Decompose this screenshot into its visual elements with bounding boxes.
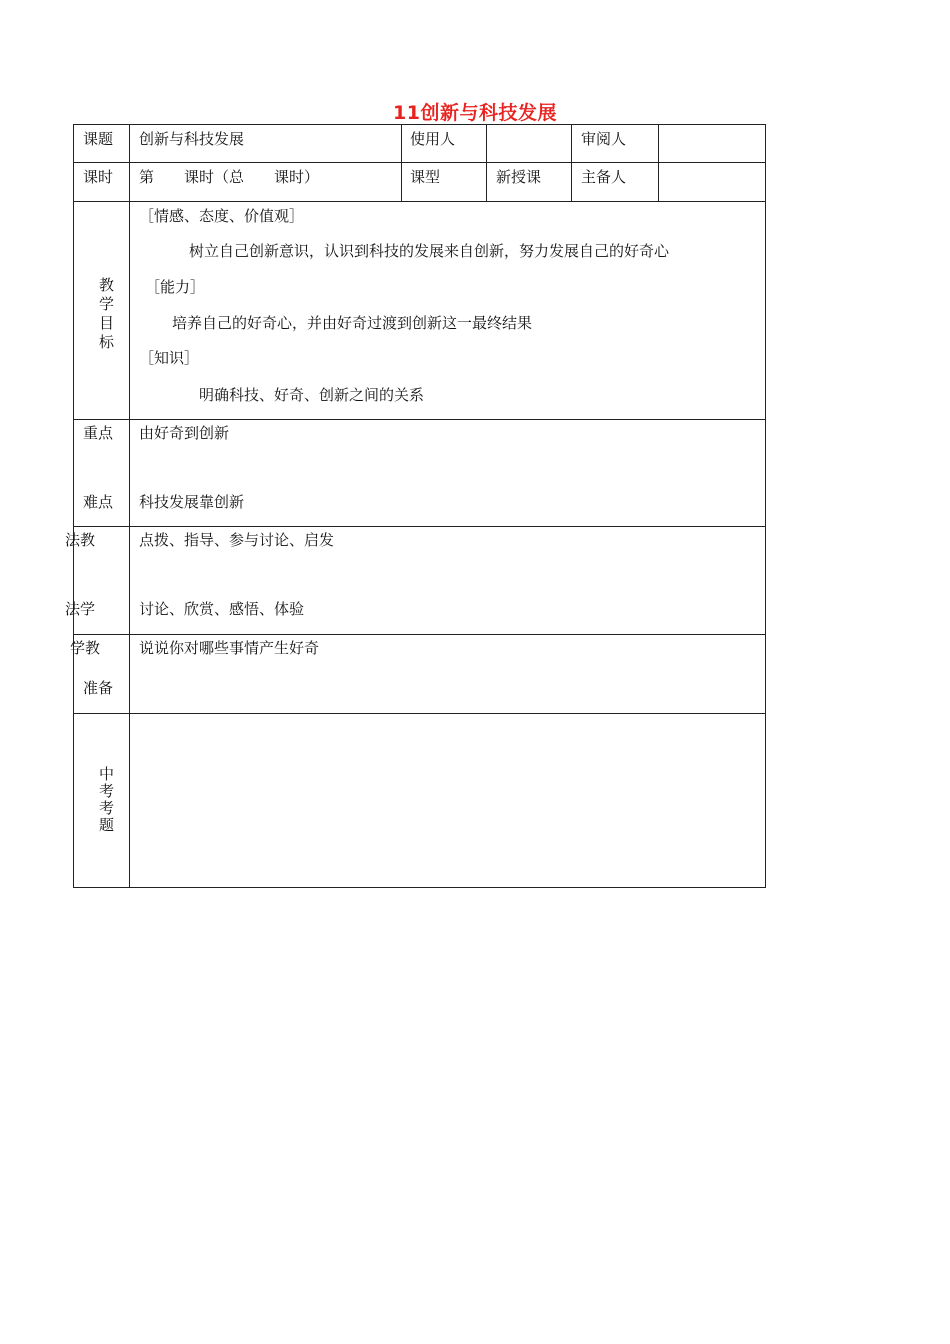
column-divider [658,124,659,202]
reviewer-label: 审阅人 [581,130,627,148]
period-label: 课时 [83,168,114,186]
lesson-type-label: 课型 [410,168,441,186]
teaching-method-value: 点拨、指导、参与讨论、启发 [139,531,335,549]
key-point-label: 重点 [83,424,114,442]
exam-questions-content [130,714,765,887]
table-border-bottom [73,887,766,888]
preparer-label: 主备人 [581,168,627,186]
row-divider [73,634,766,635]
learning-method-value: 讨论、欣赏、感悟、体验 [139,600,305,618]
table-border-left [73,124,74,888]
row-divider [73,201,766,202]
objective-text-ability: 培养自己的好奇心，并由好奇过渡到创新这一最终结果 [172,314,533,332]
topic-value: 创新与科技发展 [139,130,245,148]
exam-questions-label: 中考考题 [99,765,115,834]
preparation-label-bottom: 准备 [83,679,114,697]
objective-heading-ability: ［能力］ [145,278,206,296]
learning-method-label: 法学 [65,600,96,618]
row-divider [73,419,766,420]
column-divider [571,124,572,202]
row-divider [73,162,766,163]
preparation-label-top: 学教 [70,639,101,657]
key-point-value: 由好奇到创新 [139,424,230,442]
lesson-plan-table [65,124,766,888]
row-divider [73,526,766,527]
objective-heading-knowledge: ［知识］ [139,349,200,367]
objective-text-knowledge: 明确科技、好奇、创新之间的关系 [199,386,425,404]
difficulty-value: 科技发展靠创新 [139,493,245,511]
column-divider [486,124,487,202]
page-title: 11创新与科技发展 [393,102,557,124]
preparation-value: 说说你对哪些事情产生好奇 [139,639,320,657]
column-divider [401,124,402,202]
difficulty-label: 难点 [83,493,114,511]
topic-label: 课题 [83,130,114,148]
objective-text-emotion: 树立自己创新意识，认识到科技的发展来自创新，努力发展自己的好奇心 [189,242,670,260]
table-border-top [73,124,766,125]
objectives-label: 教学目标 [99,276,115,351]
user-label: 使用人 [410,130,456,148]
table-border-right [765,124,766,888]
lesson-type-value: 新授课 [496,168,542,186]
objective-heading-emotion: ［情感、态度、价值观］ [139,207,305,225]
teaching-method-label: 法教 [65,531,96,549]
period-value: 第 课时（总 课时） [139,168,320,186]
